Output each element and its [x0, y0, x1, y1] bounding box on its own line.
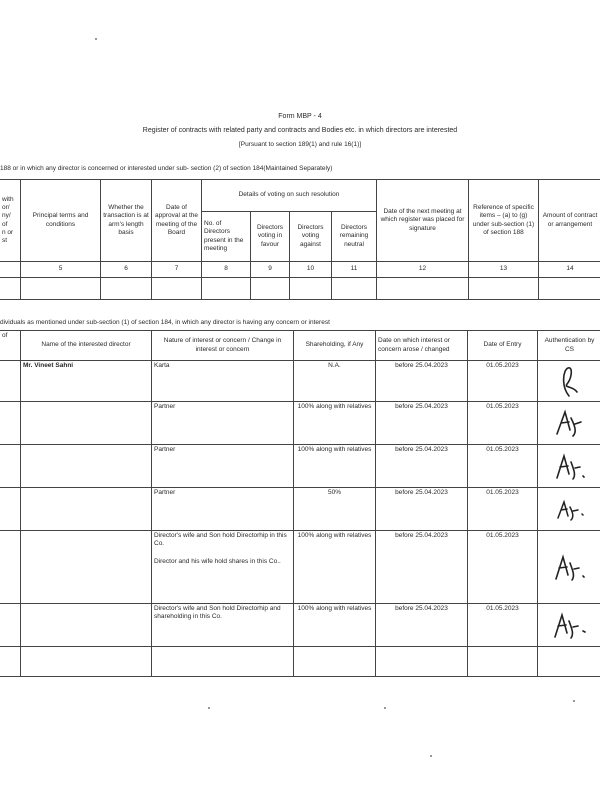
column-number: 12 [377, 262, 469, 278]
director-name [21, 402, 152, 445]
empty-cell [21, 647, 152, 677]
cut-cell [0, 445, 21, 488]
empty-cell [152, 647, 294, 677]
date-arose: before 25.04.2023 [376, 604, 468, 647]
director-name [21, 445, 152, 488]
cs-signature [538, 402, 600, 445]
next-meeting-header: Date of the next meeting at which register was placed for signature [377, 180, 469, 262]
voting-against-header: Directors voting against [290, 212, 332, 262]
shareholding: 100% along with relatives [294, 604, 376, 647]
nature-of-interest: Director's wife and Son hold Directorhip and shareholding in this Co. [152, 604, 294, 647]
signature-icon [552, 450, 588, 482]
scan-speck [573, 700, 575, 702]
no-directors-header: No. of Directors present in the meeting [202, 212, 251, 262]
date-entry: 01.05.2023 [468, 488, 538, 531]
date-entry-header: Date of Entry [468, 331, 538, 361]
nature-of-interest: Partner [152, 402, 294, 445]
director-name [21, 488, 152, 531]
signature-icon [550, 609, 590, 641]
empty-cell [294, 647, 376, 677]
column-number: 9 [251, 262, 290, 278]
rule-reference: [Pursuant to section 189(1) and rule 16(1)] [238, 141, 362, 148]
director-name [21, 531, 152, 604]
column-number: 14 [539, 262, 600, 278]
cut-header-cell: with or/ ny/ of n or st [0, 180, 21, 262]
shareholding: 100% along with relatives [294, 402, 376, 445]
nature-of-interest [152, 531, 294, 604]
table-row [0, 402, 600, 445]
cut-cell [0, 402, 21, 445]
date-arose-header: Date on which interest or concern arose / changed [376, 331, 468, 361]
amount-contract-header: Amount of contract or arrangement [539, 180, 600, 262]
empty-cell [469, 278, 539, 300]
table-row [0, 604, 600, 647]
column-number: 7 [152, 262, 202, 278]
form-title: Form MBP - 4 [278, 113, 322, 120]
table-row [0, 531, 600, 604]
empty-cell [0, 647, 21, 677]
empty-cell [202, 278, 251, 300]
cs-signature [538, 445, 600, 488]
cut-cell [0, 361, 21, 402]
register-title: Register of contracts with related party and contracts and Bodies etc. in which directors are interested [142, 127, 458, 134]
date-arose: before 25.04.2023 [376, 402, 468, 445]
signature-icon [551, 551, 589, 583]
authentication-header: Authentication by CS [538, 331, 600, 361]
voting-favour-header: Directors voting in favour [251, 212, 290, 262]
table-row [0, 488, 600, 531]
scan-speck [208, 707, 210, 709]
director-name: Mr. Vineet Sahni [21, 361, 152, 402]
empty-cell [0, 278, 21, 300]
empty-cell [290, 278, 332, 300]
date-arose: before 25.04.2023 [376, 361, 468, 402]
scan-speck [384, 707, 386, 709]
section-line-b: dividuals as mentioned under sub-section (1) of section 184, in which any director is having any concern or interest [0, 319, 330, 326]
shareholding: 50% [294, 488, 376, 531]
contracts-register-table [0, 179, 600, 300]
date-entry: 01.05.2023 [468, 402, 538, 445]
nature-of-interest: Karta [152, 361, 294, 402]
empty-cell [539, 278, 600, 300]
nature-of-interest: Partner [152, 488, 294, 531]
voting-details-header: Details of voting on such resolution [202, 180, 377, 212]
empty-cell [251, 278, 290, 300]
signature-icon [553, 408, 587, 438]
date-arose: before 25.04.2023 [376, 488, 468, 531]
column-number: 13 [469, 262, 539, 278]
signature-icon [555, 364, 585, 398]
scan-speck [95, 38, 97, 40]
date-entry: 01.05.2023 [468, 361, 538, 402]
column-number: 5 [21, 262, 101, 278]
nature-header: Nature of interest or concern / Change in interest or concern [152, 331, 294, 361]
table-row [0, 647, 600, 677]
nature-of-interest: Partner [152, 445, 294, 488]
reference-items-header: Reference of specific items – (a) to (g) under sub-section (1) of section 188 [469, 180, 539, 262]
nature-line-extra: Director and his wife hold shares in this Co.. [154, 558, 281, 566]
column-number: 6 [101, 262, 152, 278]
cs-signature [538, 531, 600, 604]
principal-terms-header: Principal terms and conditions [21, 180, 101, 262]
cut-cell [0, 604, 21, 647]
date-approval-header: Date of approval at the meeting of the Board [152, 180, 202, 262]
section-line-a: 188 or in which any director is concerned or interested under sub- section (2) of section 184(Maintained Separately) [0, 165, 333, 172]
director-name [21, 604, 152, 647]
table-row [0, 361, 600, 402]
empty-cell [538, 647, 600, 677]
name-header: Name of the interested director [21, 331, 152, 361]
cut-cell [0, 531, 21, 604]
date-entry: 01.05.2023 [468, 531, 538, 604]
scan-speck [430, 755, 432, 757]
empty-cell [376, 647, 468, 677]
interest-register-table [0, 330, 600, 677]
cs-signature [538, 604, 600, 647]
date-entry: 01.05.2023 [468, 445, 538, 488]
date-arose: before 25.04.2023 [376, 531, 468, 604]
date-arose: before 25.04.2023 [376, 445, 468, 488]
shareholding: 100% along with relatives [294, 531, 376, 604]
cut-cell [0, 488, 21, 531]
nature-line: Director's wife and Son hold Directorhip in this Co. [154, 532, 287, 548]
remaining-neutral-header: Directors remaining neutral [332, 212, 377, 262]
empty-cell [468, 647, 538, 677]
column-number: 8 [202, 262, 251, 278]
shareholding: 100% along with relatives [294, 445, 376, 488]
empty-cell [21, 278, 101, 300]
empty-cell [377, 278, 469, 300]
empty-cell [152, 278, 202, 300]
arms-length-header: Whether the transaction is at arm's length basis [101, 180, 152, 262]
cs-signature [538, 361, 600, 402]
empty-cell [101, 278, 152, 300]
table-row [0, 445, 600, 488]
signature-icon [553, 496, 587, 522]
date-entry: 01.05.2023 [468, 604, 538, 647]
cut-header-cell: of [0, 331, 21, 361]
column-number [0, 262, 21, 278]
column-number: 11 [332, 262, 377, 278]
shareholding: N.A. [294, 361, 376, 402]
empty-cell [332, 278, 377, 300]
column-number: 10 [290, 262, 332, 278]
cs-signature [538, 488, 600, 531]
shareholding-header: Shareholding, if Any [294, 331, 376, 361]
